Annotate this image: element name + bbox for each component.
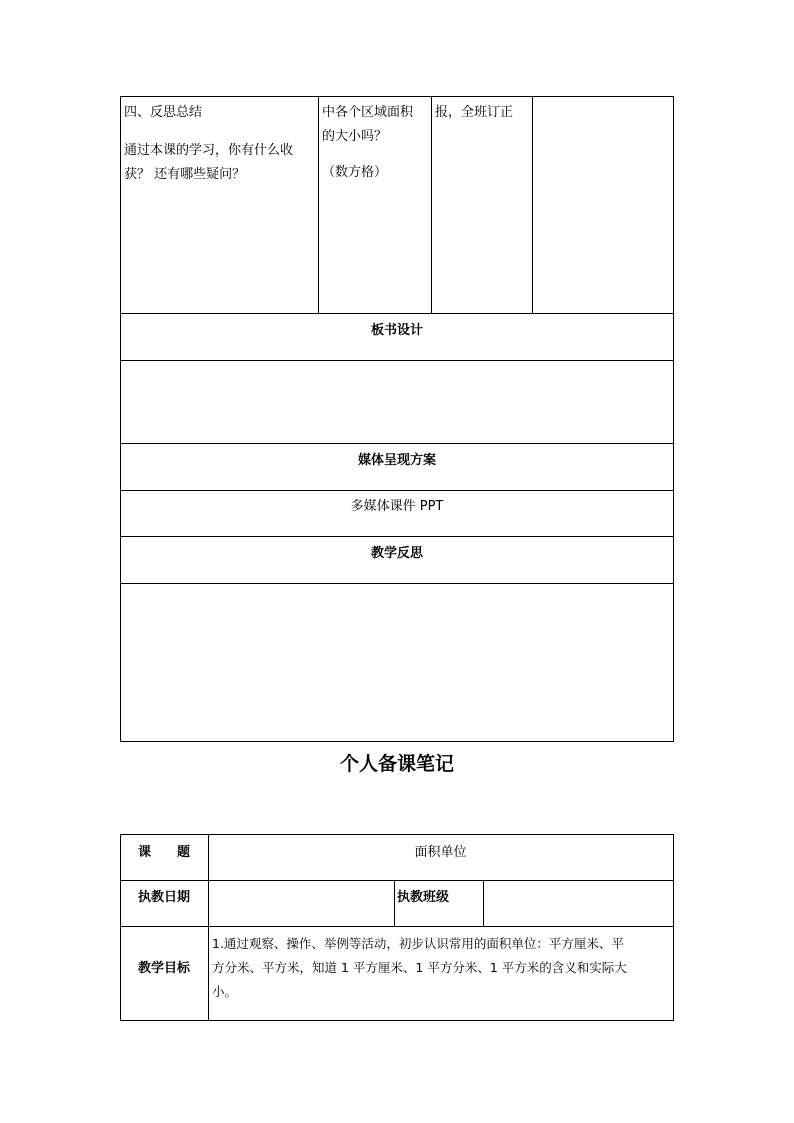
teaching-goal-label: 教学目标 [137, 961, 190, 976]
activity-text-line: （数方格） [322, 165, 388, 180]
row-divider [120, 583, 674, 584]
row-divider [120, 880, 674, 881]
student-activity-text: 报，全班订正 [435, 105, 514, 120]
reflection-prompt-line: 获？ 还有哪些疑问？ [124, 167, 246, 182]
row-divider [120, 360, 674, 361]
table-border [120, 741, 674, 742]
row-divider [120, 443, 674, 444]
activity-text-line: 中各个区域面积 [322, 105, 414, 120]
teaching-class-label: 执教班级 [397, 890, 450, 905]
column-divider [431, 96, 432, 313]
teaching-date-label: 执教日期 [137, 890, 190, 905]
table-border [120, 96, 674, 97]
row-divider [120, 536, 674, 537]
table-border [673, 96, 674, 741]
media-plan-value: 多媒体课件 PPT [350, 499, 444, 514]
board-design-header: 板书设计 [370, 323, 423, 338]
column-divider [532, 96, 533, 313]
activity-text-line: 的大小吗？ [322, 129, 388, 144]
reflection-section-heading: 四、反思总结 [124, 105, 203, 120]
media-plan-header: 媒体呈现方案 [357, 453, 436, 468]
row-divider [120, 490, 674, 491]
reflection-prompt-line: 通过本课的学习，你有什么收 [124, 143, 294, 158]
table-border [120, 834, 674, 835]
teaching-goal-line: 方分米、平方米，知道 1 平方厘米、1 平方分米、1 平方米的含义和实际大 [212, 960, 627, 975]
topic-label: 课 题 [137, 845, 190, 860]
column-divider [318, 96, 319, 313]
table-border [673, 834, 674, 1021]
table-border [120, 1020, 674, 1021]
teaching-goal-line: 小。 [212, 984, 238, 999]
row-divider [120, 926, 674, 927]
page-title: 个人备课笔记 [339, 753, 454, 775]
topic-value: 面积单位 [414, 845, 467, 860]
row-divider [120, 313, 674, 314]
teaching-reflection-header: 教学反思 [370, 546, 423, 561]
table-border [120, 96, 121, 741]
column-divider [483, 880, 484, 927]
column-divider [394, 880, 395, 927]
teaching-goal-line: 1.通过观察、操作、举例等活动，初步认识常用的面积单位：平方厘米、平 [212, 936, 624, 951]
